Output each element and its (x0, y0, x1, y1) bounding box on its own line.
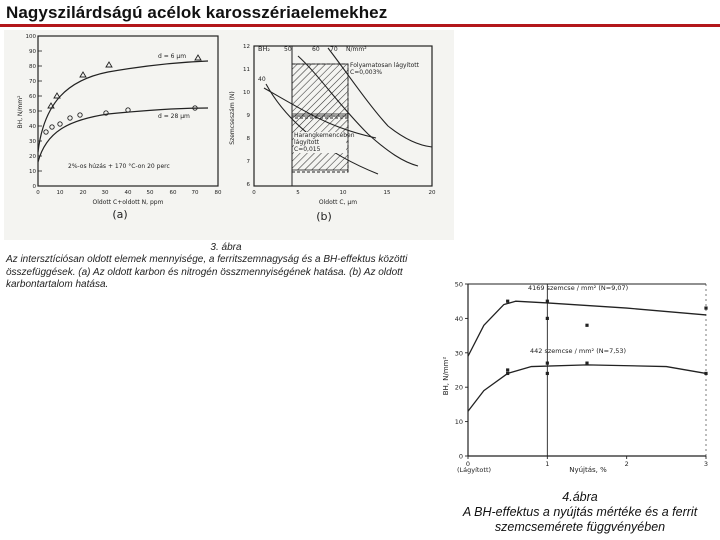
figure3a-xlabel: Oldott C+oldott N, ppm (92, 199, 164, 206)
figure4-ytick-label: 20 (454, 383, 463, 392)
figure3a-ytick: 20 (29, 154, 36, 160)
figure4-xtick-label: 1 (545, 460, 550, 468)
figure3a-ytick: 30 (29, 139, 36, 145)
figure3a-curve-upper-label: d = 6 µm (158, 53, 187, 60)
figure3a-ytick: 70 (29, 79, 36, 85)
figure3b-xlabel: Oldott C, µm (318, 199, 358, 206)
figure3b-ytick: 8 (246, 136, 250, 142)
figure3b-panel-label: (b) (316, 210, 332, 223)
figure4-series-line-lower (468, 365, 706, 411)
figure4-data-point-upper (546, 317, 549, 320)
figure3a-xtick: 50 (146, 190, 154, 196)
figure3a-point-lower (44, 130, 48, 134)
figure4-xtick0-note: (Lágyított) (456, 466, 492, 474)
figure3a-ylabel: BH, N/mm² (17, 95, 24, 129)
figure3a-ytick: 80 (29, 64, 36, 70)
figure3a-ytick: 40 (29, 124, 36, 130)
figure3b-bh-unit: N/mm² (346, 46, 367, 53)
figure3b-chart (228, 34, 436, 230)
figure3a-xtick: 20 (79, 190, 87, 196)
figure3b-box-upper-label: Folyamatosan lágyított C=0,003% (350, 62, 419, 76)
figure4-data-point-lower (546, 362, 549, 365)
figure3a-ytick: 50 (29, 109, 36, 115)
figure3b-xtick: 10 (339, 190, 347, 196)
figure3a-ytick: 90 (29, 49, 36, 55)
figure3b-bh-level: 70 (330, 46, 338, 53)
figure3a-xtick: 40 (124, 190, 132, 196)
figure4-ytick-label: 0 (458, 452, 463, 461)
figure4-data-point-upper (704, 306, 707, 309)
figure4-xtick-label: 2 (624, 460, 629, 468)
figure4-ytick-label: 40 (454, 314, 463, 323)
figure4-ytick-label: 30 (454, 349, 463, 358)
figure4-data-point-upper (506, 300, 509, 303)
figure3a-curve-lower-label: d = 28 µm (158, 113, 190, 120)
figure3a-ytick: 0 (32, 184, 36, 190)
figure3b-xtick: 0 (252, 190, 256, 196)
figure3b-ytick: 10 (243, 90, 250, 96)
figure4-xtick-label: 0 (465, 460, 471, 468)
figure4-caption-text: A BH-effektus a nyújtás mértéke és a ferrit szemcsemérete függvényében (462, 505, 698, 534)
figure3a-point-lower (50, 125, 54, 129)
figure3b-box-lower-label: Harangkemencében lágyított C=0,015 (294, 132, 355, 153)
figure3-caption-number: 3. ábra (210, 242, 242, 253)
figure3a-point-upper (54, 93, 60, 98)
figure3-caption (6, 242, 456, 291)
figure3a-curve-upper (38, 61, 208, 152)
figure3a-ytick: 60 (29, 94, 36, 100)
figure4-xtick-label: 3 (703, 460, 709, 468)
figure4-data-point-lower (506, 372, 509, 375)
figure3a-point-lower (58, 122, 62, 126)
figure3a-xtick: 70 (191, 190, 199, 196)
figure4-data-point-upper (585, 324, 588, 327)
figure3a-xtick: 60 (169, 190, 177, 196)
figure3b-xtick: 20 (428, 190, 436, 196)
figure4-data-point-lower (585, 362, 588, 365)
figure3b-ytick: 6 (246, 182, 250, 188)
figure3b-xtick: 15 (383, 190, 391, 196)
figure3a-ytick: 10 (29, 169, 36, 175)
figure3a-panel-label: (a) (112, 208, 128, 221)
figure3a-xtick: 30 (101, 190, 109, 196)
figure3a-xtick: 0 (36, 190, 40, 196)
figure3a-point-upper (195, 55, 201, 60)
figure3a-chart (8, 32, 223, 232)
figure3b-ytick: 9 (246, 113, 250, 119)
figure3b-ylabel: Szemcseszám (N) (229, 91, 236, 145)
figure3b-bh-level: 50 (284, 46, 292, 53)
figure4-xlabel: Nyújtás, % (569, 466, 607, 474)
figure3a-xtick: 80 (214, 190, 222, 196)
figure4-data-point-lower (546, 372, 549, 375)
figure3a-point-lower (68, 116, 72, 120)
figure3-caption-text: Az intersztíciósan oldott elemek mennyisége, a ferritszemnagyság és a BH-effektus közötti összefüggések. (a) Az oldott karbon és nitrogén összmennyiségének hatása. (b) Az oldott karbontartalom hatása. (6, 254, 408, 290)
figure3a-ytick: 100 (25, 34, 36, 40)
figure3b-ytick: 11 (243, 67, 250, 73)
figure4-series-label-lower: 442 szemcse / mm² (N=7,53) (530, 347, 627, 355)
figure4-ytick-label: 50 (454, 280, 463, 289)
figure3b-ytick: 7 (246, 159, 250, 165)
figure3b-bh-level: 60 (312, 46, 320, 53)
figure3b-bh-low: 40 (258, 76, 266, 83)
figure3b-xtick: 5 (296, 190, 300, 196)
figure3a-point-upper (80, 72, 86, 77)
figure4-data-point-lower (506, 368, 509, 371)
figure4-series-label-upper: 4169 szemcse / mm² (N=9,07) (528, 284, 629, 292)
figure4-data-point-lower (704, 372, 707, 375)
figure3a-xtick: 10 (56, 190, 64, 196)
figure4-chart (440, 276, 716, 490)
figure3a-point-lower (78, 113, 82, 117)
figure3a-note: 2%-os húzás + 170 °C-on 20 perc (68, 163, 170, 170)
figure4-ytick-label: 10 (454, 418, 463, 427)
figure3b-bh2-label: BH₂ (258, 45, 270, 53)
figure3b-ytick: 12 (243, 44, 250, 50)
figure4-data-point-upper (546, 300, 549, 303)
figure4-ylabel: BH, N/mm² (442, 356, 450, 396)
figure4-caption (444, 490, 716, 535)
figure3a-point-upper (106, 62, 112, 67)
title-divider (0, 24, 720, 27)
slide-title: Nagyszilárdságú acélok karosszériaelemekhez (6, 3, 388, 22)
figure4-caption-number: 4.ábra (562, 490, 598, 504)
